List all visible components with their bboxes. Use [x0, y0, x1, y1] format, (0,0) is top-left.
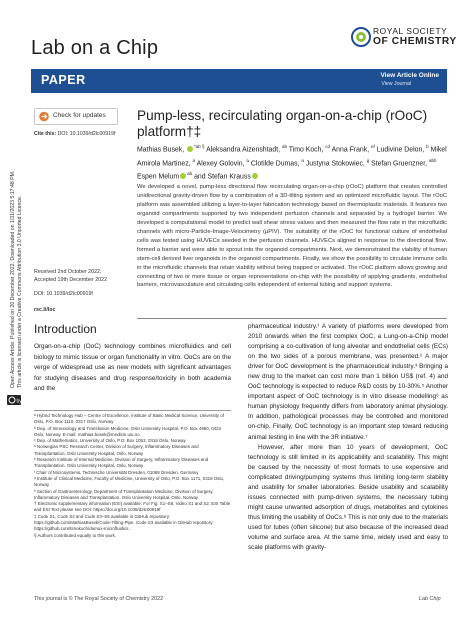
author-name: and Stefan Krauss — [192, 173, 251, 181]
check-for-updates-label: Check for updates — [53, 112, 106, 119]
rsc-logo-icon — [351, 24, 371, 50]
author-affiliation: b — [426, 144, 429, 149]
author-affiliation: *ab § — [194, 144, 205, 149]
footnote: ᵃ Hybrid Technology Hub – Centre of Excellence, Institute of Basic Medical Science, University of Oslo, P.O. Box 1110, 0317 Oslo, Norway — [34, 413, 225, 425]
orcid-icon[interactable] — [252, 173, 258, 179]
author-affiliation: a — [246, 157, 249, 163]
article-title — [137, 108, 437, 140]
footnote: ᵈ Norwegian PSC Research Center, Division of Surgery, Inflammatory Diseases and Transplantation, Oslo University Hospital, Oslo, Norway — [34, 444, 199, 456]
author-name: Anna Frank, — [331, 146, 372, 154]
author-affiliation: cd — [325, 144, 331, 149]
cite-prefix: Cite this: — [34, 131, 57, 137]
citation-line — [34, 131, 115, 137]
orcid-icon[interactable] — [180, 173, 186, 179]
article-title-line2: platform†‡ — [137, 124, 202, 139]
check-for-updates-button[interactable] — [34, 108, 118, 125]
author-name: Timo Koch, — [288, 146, 326, 154]
section-heading: Introduction — [34, 322, 97, 336]
publisher-name-line1: ROYAL SOCIETY — [373, 26, 448, 36]
article-type-label: PAPER — [41, 73, 86, 87]
footnote: ᶜ Dep. of Mathematics, University of Oslo, P.O. Box 1053, 0316 Oslo, Norway — [34, 438, 186, 444]
paragraph: pharmaceutical industry.¹ A variety of platforms were developed from 2010 onwards when the first complex OoC, a Lung-on-a-Chip model comprising a co-cultivation of lung alveolar and endothelial cells (ECs) on the two sides of a porous membrane, was presented.² A major driver for OoC development is the pharmaceutical industry.³ Bringing a new drug to the market can cost more than 1 billion US$ (ref. 4) and OoC technology is expected to reduce R&D costs by 10-30%.⁵ Another important aspect of OoC technology is in vitro disease modelling⁶ as human physiology frequently differs from laboratory animal physiology. In addition, pathological processes may be controlled and monitored on-chip. Finally, OoC technology is an important step toward reducing animal testing in line with the 3R initiative.⁷ — [248, 323, 448, 441]
open-access-notice: Open Access Article. Published on 20 December 2022. Downloaded on 1/31/2023 5:17:48 PM. — [10, 170, 16, 388]
author-affiliation: abh — [429, 157, 437, 163]
accepted-date: Accepted 19th December 2022 — [34, 276, 108, 283]
author-list — [137, 142, 447, 183]
author-affiliation: a — [192, 157, 196, 163]
footnote: ʰ Section of Gastroenterology, Department of Transplantation Medicine, Division of Surgery, Inflammatory Diseases and Transplantation, Oslo University Hospital, Oslo, Norway — [34, 488, 214, 500]
article-title-line1: Pump-less, recirculating organ-on-a-chip (rOoC) — [137, 108, 428, 123]
footer-copyright: This journal is © The Royal Society of Chemistry 2022 — [34, 596, 164, 602]
footnote: § Authors contributed equally to this work. — [34, 532, 117, 538]
author-affiliation: a — [301, 157, 304, 163]
license-notice[interactable]: This article is licensed under a Creative Commons Attribution 3.0 Unported Licence. — [17, 195, 23, 388]
footnote: † Electronic supplementary information (ESI) available: For Fig. S1–S8, Video S1 and S2, ESI Table and ESI Text please see DOI: https://doi.org/10.1039/d2lc00919f — [34, 501, 231, 513]
article-doi[interactable]: DOI: 10.1039/d2lc00919f — [34, 291, 93, 297]
author-affiliation: ab — [281, 144, 287, 149]
update-icon — [38, 111, 50, 122]
view-article-online-link[interactable]: View Article Online — [380, 72, 439, 79]
cite-doi[interactable]: DOI: 10.1039/d2lc00919f — [57, 131, 116, 137]
author-name: Aleksandra Aizenshtadt, — [206, 146, 282, 154]
view-journal-link[interactable]: View Journal — [381, 81, 411, 87]
footnote: ᵇ Dep. of Immunology and Transfusion Medicine, Oslo University Hospital, P.O. Box 4950, 0424 Oslo, Norway. E-mail: mathias.busek@medisin.uio.no — [34, 425, 222, 437]
journal-short-link[interactable]: rsc.li/loc — [34, 307, 56, 313]
publisher-name-line2: OF CHEMISTRY — [373, 36, 457, 47]
article-dates — [34, 269, 107, 284]
journal-title: Lab on a Chip — [31, 37, 159, 59]
received-date: Received 2nd October 2022, — [34, 269, 102, 275]
author-affiliation: ab — [187, 171, 193, 176]
footnote: ‡ Code S1, Code S2 and Code S3–S6 available in GitHub repository: https://github.com/MathiasBusek/Code-Tilting-Pipe. Code S3 available in GitHub repository: https://github.com/timokoch/dumux-microfluidics. — [34, 513, 214, 532]
author-name: Mikel Amirola Martinez, — [137, 146, 447, 167]
paper-banner — [31, 69, 447, 93]
author-name: Mathias Busek, — [137, 146, 187, 154]
abstract-text: We developed a novel, pump-less directional flow recirculating organ-on-a-chip (rOoC) platform that creates controlled unidirectional gravity-driven flow by a combination of a 3D-tilting system and an optimized microfluidic layout. The rOoC platform was assembled utilizing a layer-to-layer fabrication technology based on thermoplastic materials. It features two organoid compartments supported by two independent perfusion channels and separated by a hydrogel barrier. We developed a computational model to predict wall shear stress values and then measured the flow rate in the microfluidic channels with micro-Particle-Image-Velocimetry (µPIV). The suitability of the rOoC for functional culture of endothelial cells was tested using HUVECs seeded in the perfusion channels. HUVECs aligned in response to the directional flow, formed a barrier and were able to sprout into the organoid compartments. Next, we demonstrated the viability of human stem-cell derived liver organoids in the organoid compartments. Finally, we show the possibility to circulate immune cells in the microfluidic channels that retain viability without being trapped or activated. The rOoC platform allows growing and connecting of two or more tissue or organ representations on-chip with the possibility of applying gradients, endothelial barriers, microvasculature and circulating cells independent of external tubing and support systems. — [137, 184, 447, 289]
author-name: Stefan Gruenzner, — [371, 159, 430, 167]
author-name: Clotilde Dumas, — [250, 159, 302, 167]
footnote: ᵉ Research Institute of Internal Medicine, Division of Surgery, Inflammatory Diseases and Transplantation, Oslo University Hospital, Oslo, Norway — [34, 457, 209, 469]
footnote: ᵍ Institute of Clinical Medicine, Faculty of Medicine, University of Oslo, P.O. Box 1171, 0318 Oslo, Norway — [34, 475, 225, 488]
intro-paragraph-col1: Organ-on-a-chip (OoC) technology combines microfluidics and cell biology to mimic tissue or organ functionality in vitro. OoCs are on the verge of widespread use as new models with significant advantages for studying diseases and drug response/toxicity in both academia and the — [34, 343, 231, 392]
paragraph: However, after more than 10 years of development, OoC technology is still limited in its applicability and scalability. This might be caused by the necessity of most formats to use expensive and complicated driving/pumping systems thus limiting long-term stability and usability for smaller laboratories. Beside usability and scalability issues connected with pump-driven systems, the necessary tubing might cause unwanted adsorption of drugs, metabolites and cytokines thus limiting the usability of OoCs.⁸ This is not only due to the materials used for tubes (often silicone) but also because of the increased dead volume and surface area. At the same time, widely used and easy to scale platforms with gravity- — [248, 443, 448, 552]
author-name: Alexey Golovin, — [196, 159, 247, 167]
orcid-icon[interactable] — [187, 146, 193, 152]
cc-license-icon[interactable] — [7, 395, 21, 405]
footnote: ᶠ Chair of Microsystems, Technische Universität Dresden, 01069 Dresden, Germany — [34, 469, 199, 475]
abstract-divider — [137, 318, 447, 319]
author-name: Espen Melum — [137, 173, 180, 181]
author-name: Justyna Stokowiec, — [305, 159, 367, 167]
author-affiliation: g — [366, 157, 370, 163]
footnote-divider — [34, 410, 231, 411]
svg-text:by: by — [16, 398, 22, 405]
author-affiliation: ef — [371, 144, 375, 149]
publisher-logo[interactable] — [351, 22, 457, 56]
footer-journal: Lab Chip — [419, 596, 441, 602]
author-name: Ludivine Delon, — [376, 146, 427, 154]
intro-paragraph-col2 — [248, 322, 448, 553]
footnotes — [34, 413, 231, 539]
